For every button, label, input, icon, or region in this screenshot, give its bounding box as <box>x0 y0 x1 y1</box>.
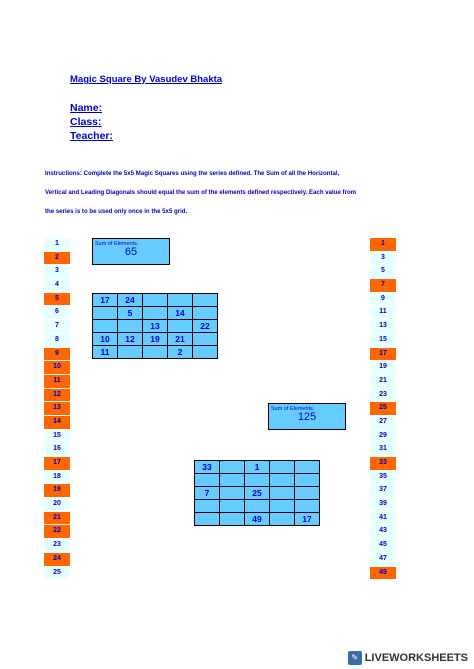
grid-cell-given: 13 <box>143 320 168 333</box>
grid-cell-given: 2 <box>168 346 193 359</box>
series-value: 1 <box>370 238 396 251</box>
grid-cell-given: 17 <box>295 513 320 526</box>
series-value: 18 <box>44 471 70 484</box>
grid-cell-given: 14 <box>168 307 193 320</box>
grid-row <box>93 346 218 359</box>
grid-cell-input[interactable] <box>195 474 220 487</box>
sum-box-1 <box>92 238 170 265</box>
sum-label: Sum of Elements. <box>95 241 139 247</box>
instructions-line: the series is to be used only once in the 5x5 grid. <box>45 208 188 215</box>
series-value: 8 <box>44 334 70 347</box>
series-value: 14 <box>44 416 70 429</box>
grid-row <box>93 294 218 307</box>
series-value: 25 <box>370 402 396 415</box>
series-value: 5 <box>44 293 70 306</box>
grid-cell-given: 5 <box>118 307 143 320</box>
series-value: 21 <box>370 375 396 388</box>
grid-cell-input[interactable] <box>143 307 168 320</box>
series-value: 23 <box>44 539 70 552</box>
grid-cell-input[interactable] <box>195 513 220 526</box>
series-value: 11 <box>370 306 396 319</box>
grid-cell-given: 19 <box>143 333 168 346</box>
series-value: 41 <box>370 512 396 525</box>
grid-cell-given: 12 <box>118 333 143 346</box>
sum-value: 65 <box>124 246 138 258</box>
right-series-column <box>370 238 396 580</box>
series-value: 3 <box>44 265 70 278</box>
grid-cell-input[interactable] <box>193 307 218 320</box>
grid-cell-input[interactable] <box>270 500 295 513</box>
series-value: 7 <box>44 320 70 333</box>
series-value: 11 <box>44 375 70 388</box>
grid-cell-input[interactable] <box>220 474 245 487</box>
grid-cell-input[interactable] <box>118 346 143 359</box>
grid-cell-input[interactable] <box>143 346 168 359</box>
instructions <box>45 169 385 226</box>
series-value: 49 <box>370 567 396 580</box>
series-value: 37 <box>370 484 396 497</box>
series-value: 17 <box>44 457 70 470</box>
grid-cell-input[interactable] <box>270 461 295 474</box>
grid-cell-input[interactable] <box>93 307 118 320</box>
series-value: 5 <box>370 265 396 278</box>
name-label: Name: <box>70 102 103 114</box>
series-value: 43 <box>370 525 396 538</box>
magic-square-grid-2 <box>194 460 320 526</box>
sum-box-2 <box>268 403 346 430</box>
series-value: 10 <box>44 361 70 374</box>
grid-row <box>195 461 320 474</box>
teacher-label: Teacher: <box>70 130 113 142</box>
grid-cell-input[interactable] <box>168 320 193 333</box>
series-value: 47 <box>370 553 396 566</box>
page-title: Magic Square By Vasudev Bhakta <box>70 74 223 85</box>
series-value: 31 <box>370 443 396 456</box>
grid-cell-input[interactable] <box>220 513 245 526</box>
grid-cell-given: 49 <box>245 513 270 526</box>
grid-cell-input[interactable] <box>168 294 193 307</box>
grid-cell-input[interactable] <box>295 500 320 513</box>
series-value: 22 <box>44 525 70 538</box>
series-value: 16 <box>44 443 70 456</box>
grid-cell-input[interactable] <box>220 461 245 474</box>
series-value: 35 <box>370 471 396 484</box>
grid-row <box>195 513 320 526</box>
grid-cell-input[interactable] <box>270 474 295 487</box>
grid-cell-input[interactable] <box>270 513 295 526</box>
grid-row <box>93 320 218 333</box>
series-value: 25 <box>44 567 70 580</box>
series-value: 23 <box>370 389 396 402</box>
liveworksheets-logo-icon: ✎ <box>348 651 362 665</box>
grid-row <box>93 307 218 320</box>
series-value: 9 <box>44 348 70 361</box>
grid-cell-input[interactable] <box>295 461 320 474</box>
grid-cell-given: 17 <box>93 294 118 307</box>
series-value: 24 <box>44 553 70 566</box>
series-value: 19 <box>370 361 396 374</box>
grid-cell-input[interactable] <box>295 487 320 500</box>
series-value: 4 <box>44 279 70 292</box>
series-value: 27 <box>370 416 396 429</box>
series-value: 17 <box>370 348 396 361</box>
series-value: 12 <box>44 389 70 402</box>
grid-cell-input[interactable] <box>93 320 118 333</box>
grid-row <box>93 333 218 346</box>
series-value: 15 <box>370 334 396 347</box>
grid-cell-input[interactable] <box>118 320 143 333</box>
grid-cell-given: 24 <box>118 294 143 307</box>
series-value: 13 <box>370 320 396 333</box>
series-value: 6 <box>44 306 70 319</box>
grid-row <box>195 487 320 500</box>
grid-cell-given: 33 <box>195 461 220 474</box>
grid-cell-given: 1 <box>245 461 270 474</box>
footer-brand <box>348 651 468 665</box>
magic-square-grid-1 <box>92 293 218 359</box>
grid-cell-input[interactable] <box>245 474 270 487</box>
grid-cell-input[interactable] <box>193 333 218 346</box>
grid-cell-input[interactable] <box>220 500 245 513</box>
series-value: 3 <box>370 252 396 265</box>
series-value: 9 <box>370 293 396 306</box>
series-value: 15 <box>44 430 70 443</box>
instructions-line: Instructions: Complete the 5x5 Magic Squares using the series defined. The Sum of all the Horizontal, <box>45 170 340 177</box>
grid-cell-input[interactable] <box>195 500 220 513</box>
series-value: 19 <box>44 484 70 497</box>
series-value: 39 <box>370 498 396 511</box>
grid-cell-given: 25 <box>245 487 270 500</box>
sum-value: 125 <box>297 411 317 423</box>
grid-cell-input[interactable] <box>143 294 168 307</box>
brand-name: LIVEWORKSHEETS <box>364 652 468 664</box>
series-value: 21 <box>44 512 70 525</box>
series-value: 7 <box>370 279 396 292</box>
grid-cell-input[interactable] <box>220 487 245 500</box>
grid-cell-given: 10 <box>93 333 118 346</box>
series-value: 20 <box>44 498 70 511</box>
grid-cell-input[interactable] <box>295 474 320 487</box>
series-value: 2 <box>44 252 70 265</box>
grid-row <box>195 474 320 487</box>
series-value: 1 <box>44 238 70 251</box>
class-label: Class: <box>70 116 102 128</box>
grid-cell-input[interactable] <box>193 346 218 359</box>
left-series-column <box>44 238 70 580</box>
grid-cell-given: 7 <box>195 487 220 500</box>
series-value: 33 <box>370 457 396 470</box>
grid-cell-given: 21 <box>168 333 193 346</box>
instructions-line: Vertical and Leading Diagonals should equal the sum of the elements defined respectively. Each value from <box>45 189 357 196</box>
grid-cell-given: 11 <box>93 346 118 359</box>
grid-row <box>195 500 320 513</box>
grid-cell-input[interactable] <box>193 294 218 307</box>
series-value: 13 <box>44 402 70 415</box>
grid-cell-input[interactable] <box>270 487 295 500</box>
grid-cell-input[interactable] <box>245 500 270 513</box>
series-value: 29 <box>370 430 396 443</box>
sum-label: Sum of Elements. <box>271 406 315 412</box>
series-value: 45 <box>370 539 396 552</box>
grid-cell-given: 22 <box>193 320 218 333</box>
